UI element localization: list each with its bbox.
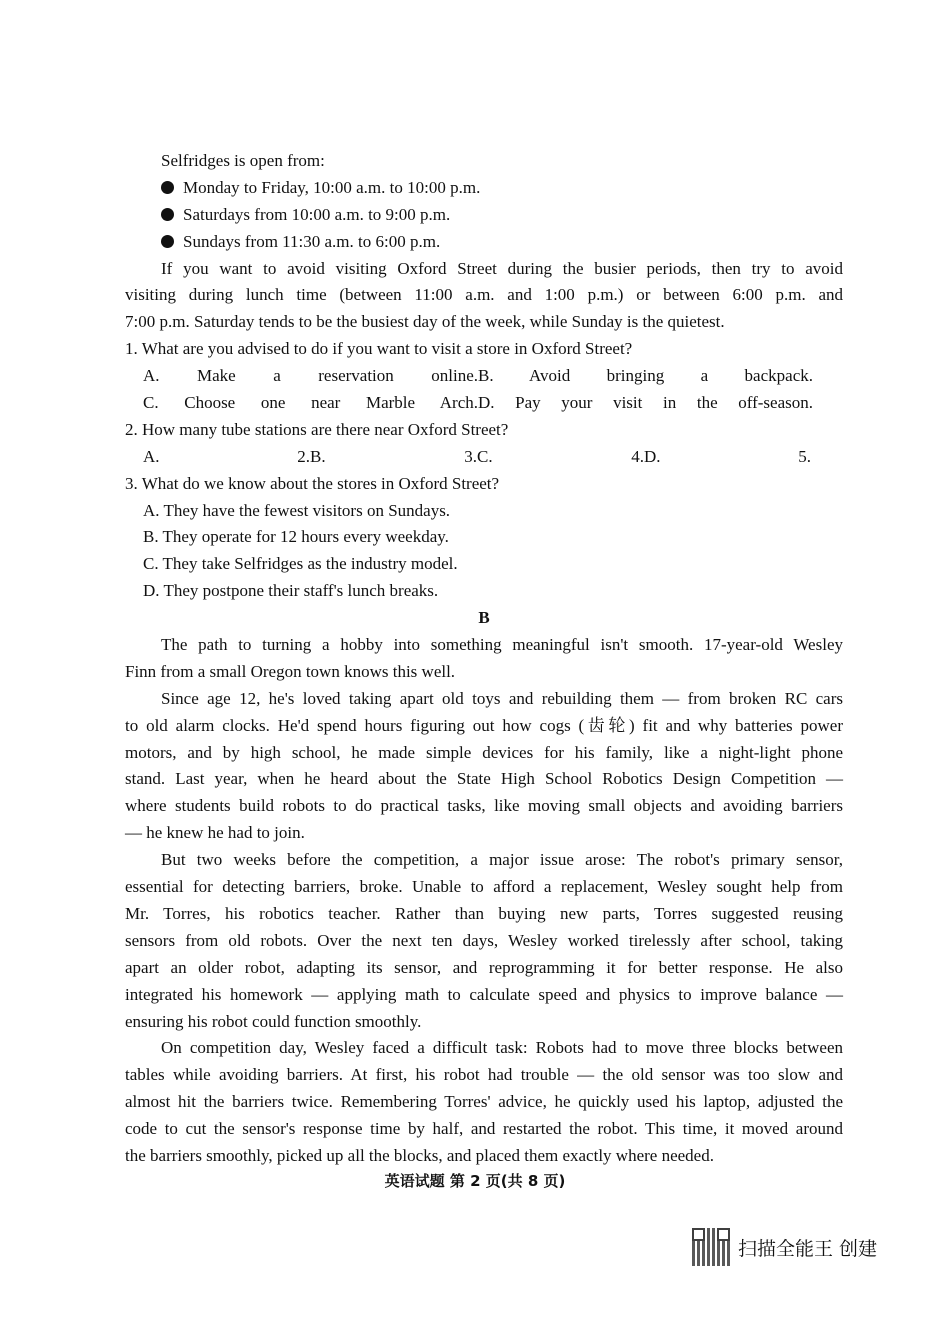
- option: B. Avoid bringing a backpack.: [478, 366, 813, 386]
- text-line: On competition day, Wesley faced a difficult task: Robots had to move three blocks between: [161, 1038, 843, 1058]
- option: A. 2.: [143, 446, 310, 466]
- page-footer: 英语试题 第 2 页(共 8 页): [384, 1172, 566, 1190]
- option: B. 3.: [310, 446, 477, 466]
- watermark-text: 扫描全能王 创建: [738, 1237, 878, 1260]
- bullet-icon: [161, 181, 174, 194]
- hours-intro: Selfridges is open from:: [161, 151, 325, 170]
- option: D. Pay your visit in the off-season.: [478, 393, 813, 413]
- text-line: where students build robots to do practical tasks, like moving small objects and avoiding barriers: [125, 796, 843, 816]
- section-heading: B: [478, 608, 490, 628]
- text-line: visiting during lunch time (between 11:00 a.m. and 1:00 p.m.) or between 6:00 p.m. and: [125, 285, 843, 305]
- option: D. They postpone their staff's lunch breaks.: [143, 581, 439, 601]
- text-line: integrated his homework — applying math to calculate speed and physics to improve balance —: [125, 984, 843, 1004]
- page-content: [125, 148, 843, 1170]
- option-row: [125, 444, 843, 471]
- text-line: But two weeks before the competition, a major issue arose: The robot's primary sensor,: [161, 850, 843, 870]
- option-row: [125, 363, 843, 390]
- text-line: the barriers smoothly, picked up all the blocks, and placed them exactly where needed.: [125, 1145, 714, 1165]
- scanner-watermark: [692, 1228, 877, 1266]
- text-line: sensors from old robots. Over the next ten days, Wesley worked tirelessly after school, taking: [125, 930, 843, 950]
- option: B. They operate for 12 hours every weekday.: [143, 527, 449, 547]
- text-line: almost hit the barriers twice. Remembering Torres' advice, he quickly used his laptop, adjusted the: [125, 1092, 843, 1112]
- text-line: code to cut the sensor's response time by half, and restarted the robot. This time, it moved around: [125, 1119, 843, 1139]
- text-line: to old alarm clocks. He'd spend hours figuring out how cogs (齿轮) fit and why batteries power: [125, 715, 843, 735]
- hours-item: Sundays from 11:30 a.m. to 6:00 p.m.: [125, 229, 843, 256]
- bullet-icon: [161, 235, 174, 248]
- option: C. Choose one near Marble Arch.: [143, 393, 478, 413]
- text-line: apart an older robot, adapting its sensor, and reprogramming it for better response. He also: [125, 957, 843, 977]
- option: A. They have the fewest visitors on Sundays.: [143, 500, 451, 520]
- text-line: — he knew he had to join.: [125, 823, 305, 843]
- text-line: stand. Last year, when he heard about the State High School Robotics Design Competition —: [125, 769, 843, 789]
- text-line: Mr. Torres, his robotics teacher. Rather than buying new parts, Torres suggested reusing: [125, 903, 843, 923]
- question-stem: 2. How many tube stations are there near Oxford Street?: [125, 419, 509, 439]
- text-line: ensuring his robot could function smoothly.: [125, 1011, 422, 1031]
- text-line: Since age 12, he's loved taking apart old toys and rebuilding them — from broken RC cars: [161, 688, 843, 708]
- option: C. They take Selfridges as the industry model.: [143, 554, 458, 574]
- passage-b: [125, 632, 843, 1170]
- question-stem: 1. What are you advised to do if you want to visit a store in Oxford Street?: [125, 339, 633, 359]
- text-line: essential for detecting barriers, broke. Unable to afford a replacement, Wesley sought help from: [125, 877, 843, 897]
- question-stem: 3. What do we know about the stores in Oxford Street?: [125, 473, 500, 493]
- hours-item: Monday to Friday, 10:00 a.m. to 10:00 p.m.: [125, 175, 843, 202]
- text-line: tables while avoiding barriers. At first, his robot had trouble — the old sensor was too slow and: [125, 1065, 843, 1085]
- text-line: The path to turning a hobby into something meaningful isn't smooth. 17-year-old Wesley: [161, 635, 843, 655]
- qr-code-icon: [692, 1228, 730, 1266]
- text-line: If you want to avoid visiting Oxford Street during the busier periods, then try to avoid: [161, 258, 843, 278]
- hours-item: Saturdays from 10:00 a.m. to 9:00 p.m.: [125, 202, 843, 229]
- text-line: Finn from a small Oregon town knows this well.: [125, 661, 456, 681]
- option: A. Make a reservation online.: [143, 366, 478, 386]
- bullet-icon: [161, 208, 174, 221]
- text-line: 7:00 p.m. Saturday tends to be the busiest day of the week, while Sunday is the quietest.: [125, 312, 725, 332]
- option-row: [125, 390, 843, 417]
- option: C. 4.: [477, 446, 644, 466]
- option: D. 5.: [644, 446, 811, 466]
- text-line: motors, and by high school, he made simple devices for his family, like a night-light phone: [125, 742, 843, 762]
